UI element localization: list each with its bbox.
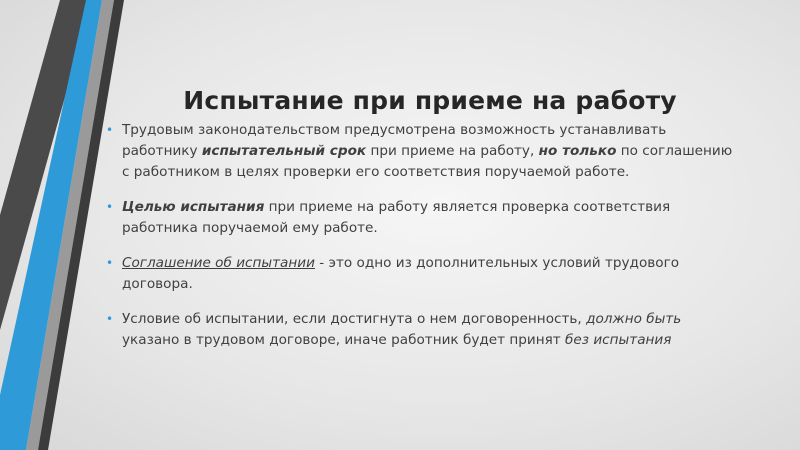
- text-run: Трудовым законодательством предусмотрена возможность устанавливать работнику: [122, 122, 667, 159]
- text-run: при приеме на работу,: [366, 143, 539, 159]
- list-item: [106, 197, 736, 239]
- bullet-marker: •: [106, 123, 114, 137]
- list-item: [106, 120, 736, 183]
- list-item: [106, 309, 736, 351]
- emphasis-bold-italic: испытательный срок: [201, 143, 367, 159]
- emphasis-italic: должно быть: [586, 311, 682, 327]
- emphasis-bold-italic: Целью испытания: [122, 199, 265, 215]
- emphasis-italic: без испытания: [565, 332, 672, 348]
- text-run: по соглашению с работником в целях проверки его соответствия поручаемой работе.: [122, 143, 733, 180]
- list-item: [106, 253, 736, 295]
- emphasis-bold-italic: но только: [538, 143, 617, 159]
- slide-title: Испытание при приеме на работу: [183, 86, 677, 115]
- text-run: при приеме на работу является проверка соответствия работника поручаемой ему работе.: [122, 199, 671, 236]
- text-run: указано в трудовом договоре, иначе работник будет принят: [122, 332, 566, 348]
- bullet-marker: •: [106, 200, 114, 214]
- text-run: Условие об испытании, если достигнута о нем договоренность,: [122, 311, 587, 327]
- text-run: - это одно из дополнительных условий трудового договора.: [122, 255, 680, 292]
- slide-body: [106, 120, 736, 365]
- bullet-marker: •: [106, 256, 114, 270]
- bullet-marker: •: [106, 312, 114, 326]
- emphasis-italic-underline: Соглашение об испытании: [122, 255, 315, 271]
